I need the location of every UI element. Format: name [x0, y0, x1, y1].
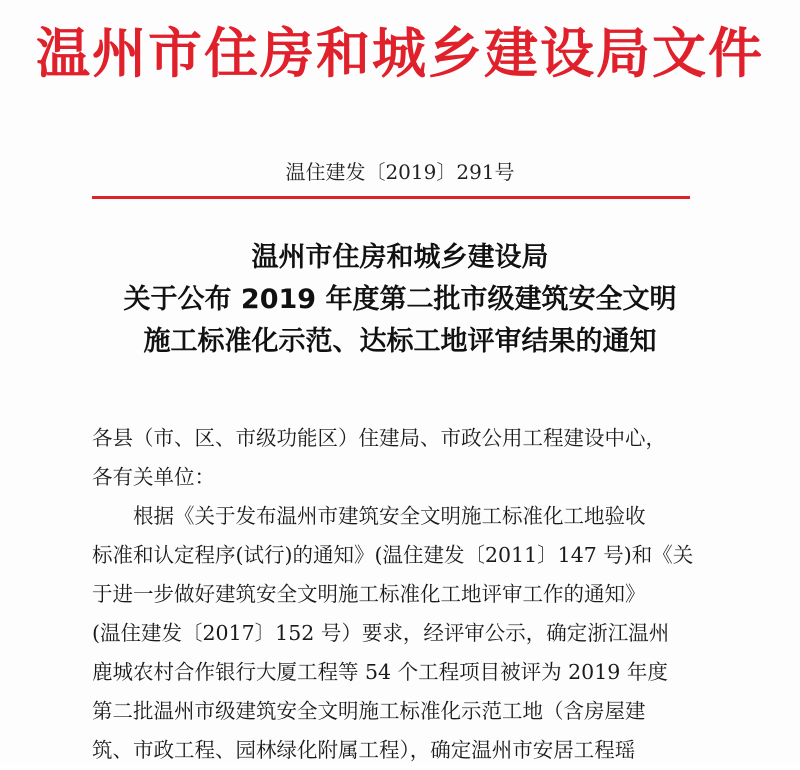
red-divider-line [92, 196, 690, 199]
body-line-addressee-2: 各有关单位： [92, 465, 215, 489]
notice-body [92, 419, 692, 770]
body-line-7: 鹿城农村合作银行大厦工程等 54 个工程项目被评为 2019 年度 [92, 660, 668, 684]
document-header-title: 温州市住房和城乡建设局文件 [36, 21, 764, 85]
body-line-5: 于进一步做好建筑安全文明施工标准化工地评审工作的通知》 [92, 582, 646, 606]
body-line-3: 根据《关于发布温州市建筑安全文明施工标准化工地验收 [133, 504, 646, 528]
body-line-4: 标准和认定程序(试行)的通知》(温住建发〔2011〕147 号)和《关 [92, 543, 694, 567]
notice-title-line-3: 施工标准化示范、达标工地评审结果的通知 [143, 326, 657, 357]
notice-title-line-1: 温州市住房和城乡建设局 [251, 242, 549, 273]
body-line-addressee-1: 各县（市、区、市级功能区）住建局、市政公用工程建设中心， [92, 426, 666, 450]
document-number: 温住建发〔2019〕291号 [285, 160, 515, 184]
body-line-6: (温住建发〔2017〕152 号）要求，经评审公示，确定浙江温州 [92, 621, 670, 645]
body-line-9: 筑、市政工程、园林绿化附属工程），确定温州市安居工程瑶 [92, 738, 636, 762]
notice-title-line-2: 关于公布 2019 年度第二批市级建筑安全文明 [123, 284, 677, 315]
body-line-8: 第二批温州市级建筑安全文明施工标准化示范工地（含房屋建 [92, 699, 646, 723]
notice-title [0, 237, 800, 363]
